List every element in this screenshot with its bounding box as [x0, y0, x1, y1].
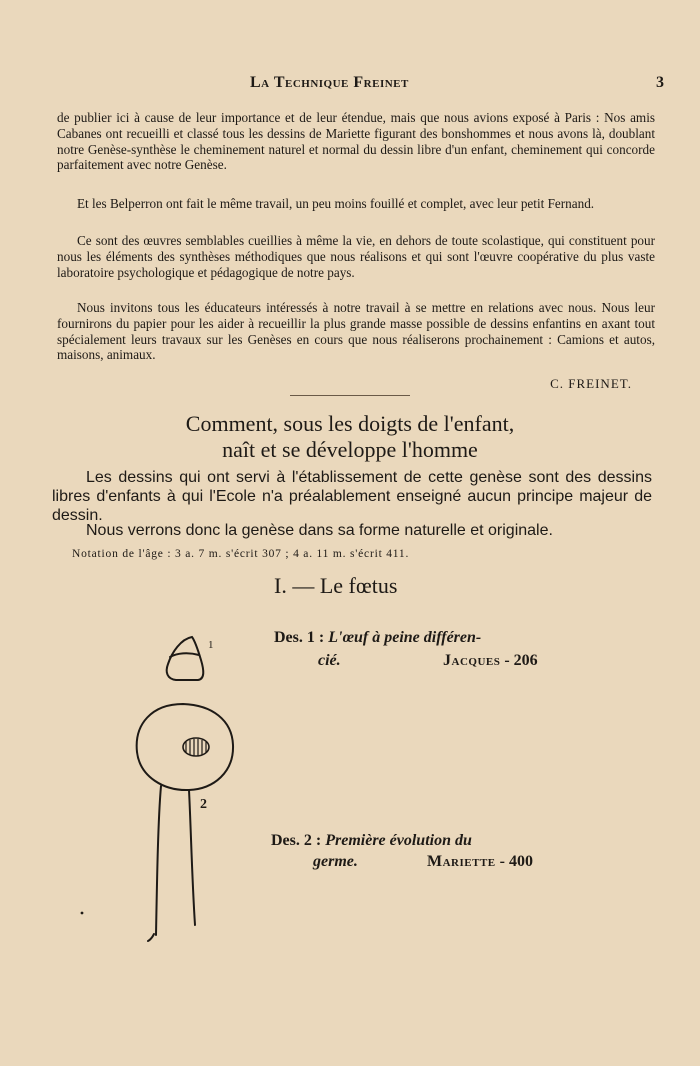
- drawing-1-title: L'œuf à peine différen-: [328, 629, 482, 646]
- drawing-1-title-cont: cié.: [318, 652, 341, 669]
- intro-conclusion: Nous verrons donc la genèse dans sa forme naturelle et originale.: [86, 522, 553, 539]
- page-number: 3: [656, 74, 664, 91]
- drawing-2-germ: [137, 704, 233, 941]
- paragraph-1: de publier ici à cause de leur importance et de leur étendue, mais que nous avions exposé à Paris : Nos amis Cabanes ont recueilli et classé tous les dessins de Mariette figurant des bonshommes et nous avons là, doublant notre Genèse-synthèse le cheminement naturel et normal du dessin libre d'un enfant, cheminement qui concorde parfaitement avec notre Genèse.: [57, 110, 655, 173]
- section-heading: I. — Le fœtus: [274, 573, 398, 598]
- drawing-1-child-name: Jacques: [443, 652, 501, 669]
- drawing-2-age: - 400: [499, 853, 533, 870]
- drawing-2-label: Des. 2 :: [271, 832, 322, 849]
- drawing-1-number: 1: [208, 639, 214, 651]
- paragraph-4: Nous invitons tous les éducateurs intéressés à notre travail à se mettre en relations avec nous. Nous leur fournirons du papier pour les aider à recueillir la plus grande masse possible de dessins enfantins en axant tout spécialement leurs travaux sur les Genèses en cours que nous réaliserons prochainement : Camions et autos, maisons, animaux.: [57, 300, 655, 363]
- article-title-line-1: Comment, sous les doigts de l'enfant,: [185, 411, 515, 436]
- signature: C. FREINET.: [550, 376, 632, 391]
- intro-paragraph: Les dessins qui ont servi à l'établissement de cette genèse sont des dessins libres d'enfants à qui l'Ecole n'a préalablement enseigné aucun principe majeur de dessin.: [52, 469, 652, 524]
- drawing-1-label: Des. 1 :: [274, 629, 325, 646]
- drawing-2-child-name: Mariette: [427, 853, 496, 870]
- stray-mark: [81, 912, 84, 915]
- drawing-2-number: 2: [200, 797, 207, 812]
- journal-title: La Technique Freinet: [250, 74, 409, 91]
- paragraph-3: Ce sont des œuvres semblables cueillies à même la vie, en dehors de toute scolastique, qui constituent pour nous les éléments des synthèses méthodiques que nous réalisons et qui sont l'œuvre coopérative du plus vaste laboratoire psychologique et pédagogique de notre pays.: [57, 233, 655, 280]
- age-notation: Notation de l'âge : 3 a. 7 m. s'écrit 307 ; 4 a. 11 m. s'écrit 411.: [72, 548, 410, 560]
- article-title-line-2: naît et se développe l'homme: [222, 437, 478, 462]
- drawing-2-title-cont: germe.: [313, 853, 358, 870]
- drawing-1-egg: [167, 637, 204, 680]
- drawing-2-nucleus: [183, 738, 209, 756]
- drawing-2-title: Première évolution du: [325, 832, 472, 849]
- drawing-1-age: - 206: [504, 652, 538, 669]
- paragraph-2: Et les Belperron ont fait le même travail, un peu moins fouillé et complet, avec leur petit Fernand.: [77, 196, 595, 211]
